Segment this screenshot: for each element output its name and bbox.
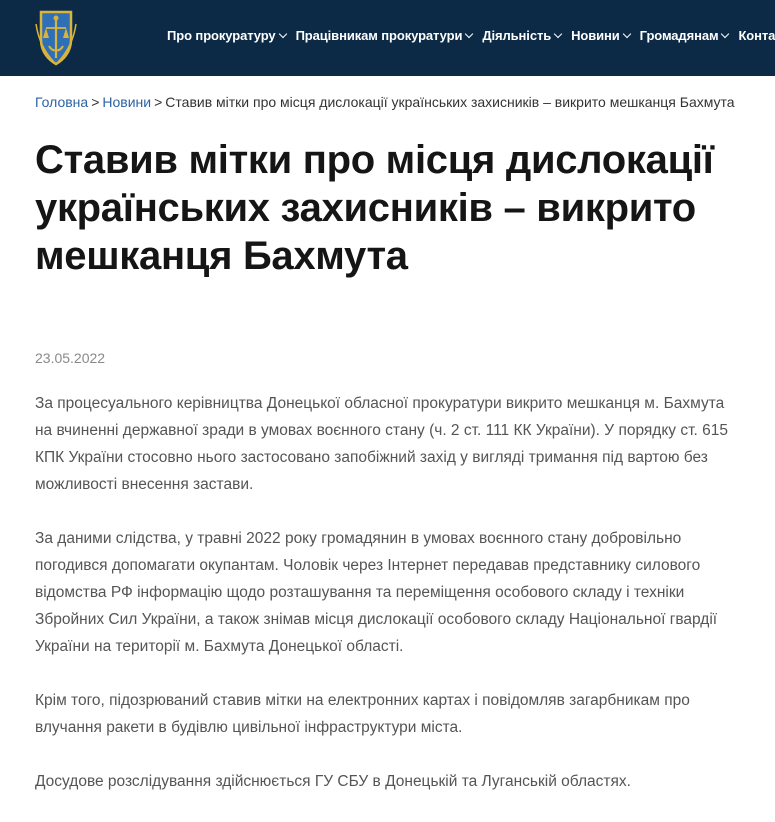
breadcrumb <box>35 94 735 110</box>
chevron-down-icon <box>465 29 473 37</box>
breadcrumb-separator: > <box>91 94 100 110</box>
nav-item-news[interactable] <box>571 28 630 43</box>
nav-item-label: Діяльність <box>482 28 552 43</box>
breadcrumb-current: Ставив мітки про місця дислокації українських захисників – викрито мешканця Бахмута <box>165 94 735 110</box>
site-header <box>0 0 775 76</box>
nav-item-citizens[interactable] <box>640 28 729 43</box>
breadcrumb-home-link[interactable]: Головна <box>35 94 89 110</box>
article-paragraph: Досудове розслідування здійснюється ГУ СБУ в Донецькій та Луганській областях. <box>35 773 631 790</box>
nav-item-activity[interactable] <box>482 28 561 43</box>
chevron-down-icon <box>622 29 630 37</box>
page-title: Ставив мітки про місця дислокації українських захисників – викрито мешканця Бахмута <box>35 138 714 278</box>
nav-item-about[interactable] <box>167 28 286 43</box>
shield-icon <box>34 8 78 66</box>
nav-item-contacts[interactable] <box>738 28 775 43</box>
nav-item-label: Працівникам прокуратури <box>295 28 463 43</box>
main-nav <box>167 28 775 43</box>
chevron-down-icon <box>554 29 562 37</box>
article-paragraph: За даними слідства, у травні 2022 року громадянин в умовах воєнного стану добровільно погодився допомагати окупантам. Чоловік через Інтернет передавав представнику силового відомства РФ інформацію щодо розташування та переміщення особового складу і техніки Збройних Сил України, а також знімав місця дислокації особового складу Національної гвардії України на території м. Бахмута Донецької області. <box>35 530 718 655</box>
chevron-down-icon <box>278 29 286 37</box>
nav-item-label: Конта <box>738 28 775 43</box>
chevron-down-icon <box>721 29 729 37</box>
breadcrumb-news-link[interactable]: Новини <box>102 94 152 110</box>
nav-item-label: Про прокуратуру <box>167 28 276 43</box>
breadcrumb-separator: > <box>154 94 163 110</box>
article-paragraph: За процесуального керівництва Донецької обласної прокуратури викрито мешканця м. Бахмута на вчиненні державної зради в умовах воєнного стану (ч. 2 ст. 111 КК України). У порядку ст. 615 КПК України стосовно нього застосовано запобіжний захід у вигляді тримання під вартою без можливості внесення застави. <box>35 395 728 493</box>
nav-item-label: Громадянам <box>639 28 719 43</box>
nav-item-label: Новини <box>571 28 620 43</box>
coat-of-arms-logo[interactable] <box>34 8 78 66</box>
nav-item-employees[interactable] <box>296 28 473 43</box>
article-paragraph: Крім того, підозрюваний ставив мітки на електронних картах і повідомляв загарбникам про влучання ракети в будівлю цивільної інфраструктури міста. <box>35 692 690 736</box>
article-body <box>35 390 735 822</box>
article-date: 23.05.2022 <box>35 350 106 366</box>
